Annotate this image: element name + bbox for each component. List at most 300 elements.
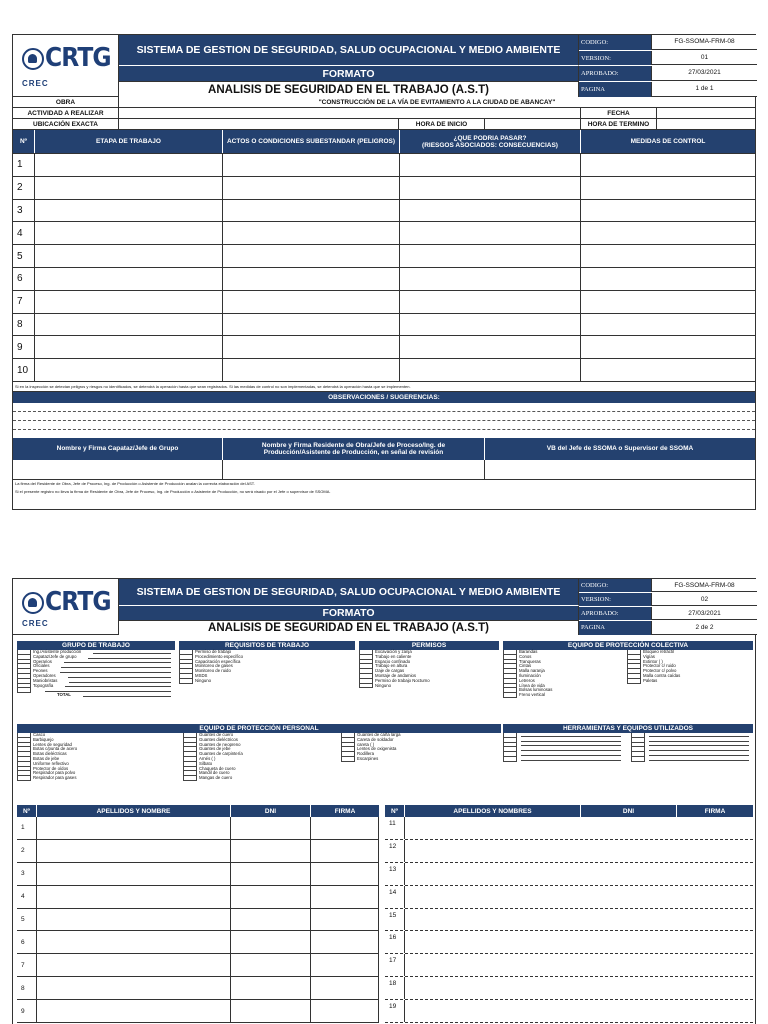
- worker-name-field[interactable]: [37, 886, 231, 908]
- worker-number: 6: [17, 931, 37, 953]
- etapa-cell[interactable]: [35, 222, 223, 244]
- medidas-cell[interactable]: [581, 154, 755, 176]
- etapa-cell[interactable]: [35, 291, 223, 313]
- etapa-cell[interactable]: [35, 314, 223, 336]
- meta-value: 1 de 1: [651, 82, 757, 98]
- logo-emblem-icon: [22, 48, 44, 70]
- analysis-row: [13, 200, 755, 223]
- count-field[interactable]: [68, 675, 171, 678]
- riesgos-cell[interactable]: [400, 268, 581, 290]
- actos-cell[interactable]: [223, 222, 400, 244]
- worker-signature-field[interactable]: [677, 909, 753, 931]
- worker-row: [17, 840, 379, 863]
- etapa-cell[interactable]: [35, 200, 223, 222]
- herramienta-field[interactable]: [521, 753, 621, 756]
- col-nombre: APELLIDOS Y NOMBRES: [405, 805, 581, 817]
- epc-title: EQUIPO DE PROTECCIÓN COLECTIVA: [503, 641, 753, 650]
- actividad-label: ACTIVIDAD A REALIZAR: [13, 108, 119, 118]
- col-medidas: MEDIDAS DE CONTROL: [630, 138, 706, 145]
- epp-item-label: Uniforme reflectivo: [33, 760, 69, 766]
- worker-number: 19: [385, 1000, 405, 1022]
- analysis-row: [13, 314, 755, 337]
- worker-dni-field[interactable]: [231, 863, 311, 885]
- worker-signature-field[interactable]: [311, 817, 379, 839]
- worker-dni-field[interactable]: [581, 909, 677, 931]
- requisito-item-label: Ninguno: [195, 677, 212, 683]
- worker-row: [17, 909, 379, 932]
- epp-item-label: Mandil de cuero: [199, 770, 230, 776]
- riesgos-cell[interactable]: [400, 336, 581, 358]
- workers-table-header: [385, 805, 753, 817]
- epc-item[interactable]: [503, 693, 627, 698]
- requisitos-title: REQUISITOS DE TRABAJO: [179, 641, 355, 650]
- sign-residente-label: Nombre y Firma Residente de Obra/Jefe de Proceso/Ing. de Producción/Asistente de Producción, en señal de revisión: [223, 438, 485, 460]
- worker-number: 3: [17, 863, 37, 885]
- count-field[interactable]: [69, 680, 171, 683]
- worker-number: 8: [17, 977, 37, 999]
- herramienta-field[interactable]: [649, 734, 749, 737]
- worker-dni-field[interactable]: [581, 1000, 677, 1022]
- worker-signature-field[interactable]: [311, 1000, 379, 1022]
- analysis-row: [13, 291, 755, 314]
- worker-name-field[interactable]: [405, 909, 581, 931]
- meta-key: PAGINA: [579, 621, 651, 635]
- riesgos-cell[interactable]: [400, 359, 581, 381]
- format-label: FORMATO: [119, 606, 579, 620]
- actos-cell[interactable]: [223, 359, 400, 381]
- permiso-item-label: Trabajo en altura: [375, 663, 408, 669]
- permiso-item-label: Excavación y zanja: [375, 649, 412, 654]
- worker-signature-field[interactable]: [311, 863, 379, 885]
- worker-name-field[interactable]: [405, 840, 581, 862]
- count-field[interactable]: [64, 660, 171, 663]
- analysis-row: [13, 222, 755, 245]
- herramienta-field[interactable]: [521, 739, 621, 742]
- epp-item-label: Botas dieléctricas: [33, 751, 67, 757]
- worker-number: 12: [385, 840, 405, 862]
- worker-name-field[interactable]: [405, 886, 581, 908]
- ubicacion-field[interactable]: [119, 119, 399, 129]
- permiso-item[interactable]: [359, 684, 499, 689]
- epp-item[interactable]: [341, 757, 501, 762]
- analysis-row: [13, 336, 755, 359]
- worker-dni-field[interactable]: [231, 1000, 311, 1022]
- epc-item-label: Extintor ( ): [643, 658, 663, 664]
- meta-value: 27/03/2021: [651, 66, 757, 81]
- worker-name-field[interactable]: [405, 863, 581, 885]
- medidas-cell[interactable]: [581, 177, 755, 199]
- row-number: 9: [13, 336, 35, 358]
- footer-note-2: Si el presente registro no lleva la firma de Residente de Obra, Jefe de Proceso, Ing. de Producción o Asistente de Producción, no será visado por el Jefe o supervisor de SSOMA.: [15, 488, 331, 494]
- logo-emblem-icon: [22, 592, 44, 614]
- etapa-cell[interactable]: [35, 336, 223, 358]
- checkbox[interactable]: [503, 757, 517, 762]
- meta-key: APROBADO:: [579, 66, 651, 81]
- meta-value: FG-SSOMA-FRM-08: [651, 35, 757, 50]
- permiso-item-label: Trabajo en caliente: [375, 653, 412, 659]
- epp-item-label: Chaqueta de cuero: [199, 765, 236, 771]
- count-field[interactable]: [61, 665, 171, 668]
- worker-dni-field[interactable]: [581, 886, 677, 908]
- grupo-trabajo-title: GRUPO DE TRABAJO: [17, 641, 175, 650]
- worker-name-field[interactable]: [37, 931, 231, 953]
- epc-item[interactable]: [627, 679, 753, 684]
- sign-ssoma-field[interactable]: [485, 460, 755, 479]
- grupo-item-label: Topografía: [33, 682, 54, 688]
- checkbox[interactable]: [631, 757, 645, 762]
- worker-signature-field[interactable]: [311, 886, 379, 908]
- worker-row: [385, 954, 753, 977]
- checkbox[interactable]: [179, 679, 193, 684]
- epp-item-label: Careta de soldador: [357, 736, 394, 742]
- worker-signature-field[interactable]: [677, 817, 753, 839]
- document-meta: [579, 579, 757, 635]
- epc-item-label: Tranqueras: [519, 658, 541, 664]
- riesgos-cell[interactable]: [400, 222, 581, 244]
- obra-value[interactable]: "CONSTRUCCIÓN DE LA VÍA DE EVITAMIENTO A LA CIUDAD DE ABANCAY": [318, 98, 556, 106]
- checkbox[interactable]: [503, 693, 517, 698]
- observation-line[interactable]: [13, 412, 755, 421]
- grupo-item-list: [17, 650, 175, 693]
- row-number: 3: [13, 200, 35, 222]
- col-firma: FIRMA: [704, 807, 726, 815]
- col-riesgos: ¿QUE PODRIA PASAR? (RIESGOS ASOCIADOS: CONSECUENCIAS): [400, 130, 581, 153]
- worker-signature-field[interactable]: [311, 954, 379, 976]
- worker-signature-field[interactable]: [677, 931, 753, 953]
- meta-key: APROBADO:: [579, 607, 651, 620]
- epp-item[interactable]: [183, 776, 341, 781]
- actos-cell[interactable]: [223, 291, 400, 313]
- epp-item-label: Silbato: [199, 760, 213, 766]
- etapa-cell[interactable]: [35, 359, 223, 381]
- worker-row: [385, 909, 753, 932]
- worker-dni-field[interactable]: [231, 886, 311, 908]
- herramientas-section: [503, 724, 753, 762]
- epc-item-label: Línea de vida: [519, 682, 545, 688]
- sign-ssoma-label: VB del Jefe de SSOMA o Supervisor de SSOMA: [546, 445, 694, 453]
- epc-item-label: Iluminación: [519, 672, 541, 678]
- requisito-item-list: [179, 650, 355, 684]
- row-number: 1: [13, 154, 35, 176]
- epc-item-label: Freno vertical: [519, 692, 546, 698]
- worker-dni-field[interactable]: [231, 909, 311, 931]
- actos-cell[interactable]: [223, 177, 400, 199]
- worker-signature-field[interactable]: [311, 977, 379, 999]
- count-field[interactable]: [93, 651, 171, 654]
- grupo-item-label: Maniobristas: [33, 677, 58, 683]
- herramienta-field[interactable]: [521, 758, 621, 761]
- worker-number: 4: [17, 886, 37, 908]
- worker-name-field[interactable]: [37, 954, 231, 976]
- worker-dni-field[interactable]: [231, 840, 311, 862]
- permiso-item-list: [359, 650, 499, 688]
- epp-item-label: Botas c/punta de acero: [33, 746, 78, 752]
- worker-name-field[interactable]: [37, 840, 231, 862]
- obra-label: OBRA: [13, 97, 119, 107]
- actos-cell[interactable]: [223, 200, 400, 222]
- worker-signature-field[interactable]: [677, 886, 753, 908]
- epp-item-list: [183, 733, 341, 781]
- worker-dni-field[interactable]: [231, 931, 311, 953]
- epp-item-label: Lentes de seguridad: [33, 741, 72, 747]
- worker-number: 11: [385, 817, 405, 839]
- medidas-cell[interactable]: [581, 291, 755, 313]
- etapa-cell[interactable]: [35, 177, 223, 199]
- herramienta-field[interactable]: [649, 753, 749, 756]
- company-logo: [13, 35, 119, 97]
- worker-row: [17, 931, 379, 954]
- medidas-cell[interactable]: [581, 314, 755, 336]
- epp-item-label: Escarpines: [357, 755, 379, 761]
- checkbox[interactable]: [17, 688, 31, 693]
- hora-termino-field[interactable]: [657, 119, 755, 129]
- worker-dni-field[interactable]: [231, 977, 311, 999]
- actividad-field[interactable]: [119, 108, 581, 118]
- herramienta-field[interactable]: [649, 758, 749, 761]
- worker-dni-field[interactable]: [581, 954, 677, 976]
- company-logo: [13, 579, 119, 635]
- epc-item-label: Paletas: [643, 677, 658, 683]
- grupo-item-label: Operarios: [33, 658, 52, 664]
- etapa-cell[interactable]: [35, 268, 223, 290]
- herramientas-title: HERRAMIENTAS Y EQUIPOS UTILIZADOS: [503, 724, 753, 733]
- checkbox[interactable]: [183, 776, 197, 781]
- checkbox[interactable]: [341, 757, 355, 762]
- epp-item-label: Protector de oídos: [33, 765, 69, 771]
- logo-text: CRTG: [45, 43, 111, 73]
- format-label: FORMATO: [119, 66, 579, 81]
- worker-name-field[interactable]: [405, 931, 581, 953]
- checkbox[interactable]: [17, 776, 31, 781]
- count-field[interactable]: [60, 670, 171, 673]
- actos-cell[interactable]: [223, 154, 400, 176]
- observation-line[interactable]: [13, 403, 755, 412]
- logo-subtext: CREC: [22, 619, 49, 628]
- herramienta-field[interactable]: [649, 739, 749, 742]
- checkbox[interactable]: [359, 684, 373, 689]
- analysis-row: [13, 245, 755, 268]
- epc-item-label: Protector c/ ruido: [643, 663, 676, 669]
- col-number: Nº: [13, 130, 35, 153]
- grupo-item-label: Capataz/Jefe de grupo: [33, 653, 77, 659]
- worker-dni-field[interactable]: [581, 840, 677, 862]
- analysis-table-body: [13, 154, 755, 382]
- worker-row: [385, 886, 753, 909]
- footer-note-1: La firma del Residente de Obra, Jefe de Proceso, Ing. de Producción o Asistente de Producción avalan la correcta elaboración del AST.: [15, 480, 255, 486]
- worker-row: [17, 1000, 379, 1023]
- worker-signature-field[interactable]: [677, 863, 753, 885]
- worker-number: 1: [17, 817, 37, 839]
- meta-value: 27/03/2021: [651, 607, 757, 620]
- sign-capataz-label: Nombre y Firma Capataz/Jefe de Grupo: [13, 438, 223, 460]
- worker-name-field[interactable]: [405, 954, 581, 976]
- riesgos-cell[interactable]: [400, 177, 581, 199]
- grupo-total-row: [17, 693, 175, 698]
- system-title: SISTEMA DE GESTION DE SEGURIDAD, SALUD OCUPACIONAL Y MEDIO AMBIENTE: [119, 579, 579, 606]
- epp-item-label: Respirador para polvo: [33, 770, 76, 776]
- worker-name-field[interactable]: [405, 817, 581, 839]
- riesgos-cell[interactable]: [400, 291, 581, 313]
- worker-dni-field[interactable]: [231, 817, 311, 839]
- epc-item-label: Malla contra caídas: [643, 672, 681, 678]
- worker-row: [17, 817, 379, 840]
- worker-number: 5: [17, 909, 37, 931]
- worker-dni-field[interactable]: [581, 863, 677, 885]
- analysis-row: [13, 359, 755, 382]
- etapa-cell[interactable]: [35, 154, 223, 176]
- grupo-trabajo-section: [17, 641, 175, 698]
- actos-cell[interactable]: [223, 245, 400, 267]
- epp-item-label: Lentes de oxigenista: [357, 746, 397, 752]
- worker-name-field[interactable]: [405, 1000, 581, 1022]
- epp-item-label: Guantes de jebe: [199, 746, 231, 752]
- worker-signature-field[interactable]: [677, 954, 753, 976]
- worker-name-field[interactable]: [37, 863, 231, 885]
- col-actos: ACTOS O CONDICIONES SUBESTANDAR (PELIGROS): [223, 130, 400, 153]
- requisito-item-label: Capacitación específica: [195, 658, 241, 664]
- workers-table-right: [385, 805, 753, 1023]
- workers-table-body: [385, 817, 753, 1023]
- permiso-item-label: Montaje de andamios: [375, 672, 417, 678]
- requisito-item[interactable]: [179, 679, 355, 684]
- epp-item-list: [341, 733, 501, 781]
- meta-value: 2 de 2: [651, 621, 757, 635]
- riesgos-cell[interactable]: [400, 200, 581, 222]
- worker-row: [385, 1000, 753, 1023]
- medidas-cell[interactable]: [581, 359, 755, 381]
- row-number: 10: [13, 359, 35, 381]
- worker-dni-field[interactable]: [581, 817, 677, 839]
- herramienta-field[interactable]: [649, 743, 749, 746]
- worker-signature-field[interactable]: [677, 840, 753, 862]
- analysis-table-header: [13, 130, 755, 154]
- worker-signature-field[interactable]: [311, 931, 379, 953]
- medidas-cell[interactable]: [581, 268, 755, 290]
- worker-number: 16: [385, 931, 405, 953]
- workers-table-body: [17, 817, 379, 1023]
- medidas-cell[interactable]: [581, 336, 755, 358]
- form-page-1: [12, 34, 756, 510]
- riesgos-cell[interactable]: [400, 154, 581, 176]
- epp-section: [17, 724, 501, 781]
- herramienta-field[interactable]: [521, 743, 621, 746]
- riesgos-cell[interactable]: [400, 314, 581, 336]
- analysis-row: [13, 268, 755, 291]
- workers-table-left: [17, 805, 379, 1023]
- document-title: ANALISIS DE SEGURIDAD EN EL TRABAJO (A.S.T): [119, 81, 579, 97]
- analysis-row: [13, 154, 755, 177]
- herramienta-field[interactable]: [521, 748, 621, 751]
- actos-cell[interactable]: [223, 314, 400, 336]
- hora-inicio-label: HORA DE INICIO: [399, 119, 485, 129]
- epp-item-label: Mangas de cuero: [199, 775, 233, 781]
- epc-item-list: [627, 650, 753, 698]
- observation-line[interactable]: [13, 421, 755, 430]
- worker-name-field[interactable]: [37, 817, 231, 839]
- epc-item-label: Conos: [519, 653, 532, 659]
- col-nombre: APELLIDOS Y NOMBRE: [37, 805, 231, 817]
- medidas-cell[interactable]: [581, 200, 755, 222]
- count-field[interactable]: [65, 684, 171, 687]
- worker-number: 15: [385, 909, 405, 931]
- worker-name-field[interactable]: [405, 977, 581, 999]
- requisitos-section: [179, 641, 355, 684]
- row-number: 6: [13, 268, 35, 290]
- row-number: 4: [13, 222, 35, 244]
- fecha-field[interactable]: [657, 108, 755, 118]
- epc-item-label: Vigías: [643, 653, 655, 659]
- worker-row: [385, 977, 753, 1000]
- worker-signature-field[interactable]: [311, 840, 379, 862]
- actos-cell[interactable]: [223, 268, 400, 290]
- epp-title: EQUIPO DE PROTECCIÓN PERSONAL: [17, 724, 501, 733]
- epp-item-label: Arnés ( ): [199, 755, 216, 761]
- worker-signature-field[interactable]: [677, 1000, 753, 1022]
- worker-row: [17, 977, 379, 1000]
- sign-capataz-field[interactable]: [13, 460, 223, 479]
- worker-dni-field[interactable]: [231, 954, 311, 976]
- epp-item[interactable]: [17, 776, 183, 781]
- worker-number: 17: [385, 954, 405, 976]
- permiso-item-label: Permiso de trabajo Nocturno: [375, 677, 430, 683]
- epp-item-label: Botas de jebe: [33, 755, 60, 761]
- requisito-item-label: Monitoreo de ruido: [195, 668, 231, 674]
- herramienta-field[interactable]: [521, 734, 621, 737]
- herramienta-item[interactable]: [503, 757, 753, 762]
- checkbox[interactable]: [627, 679, 641, 684]
- riesgos-cell[interactable]: [400, 245, 581, 267]
- meta-key: CODIGO:: [579, 35, 651, 50]
- worker-name-field[interactable]: [37, 977, 231, 999]
- worker-signature-field[interactable]: [311, 909, 379, 931]
- hora-inicio-field[interactable]: [485, 119, 581, 129]
- epp-item-label: Guantes de caña larga: [357, 732, 401, 737]
- worker-number: 2: [17, 840, 37, 862]
- grupo-item-label: Peones: [33, 668, 48, 674]
- etapa-cell[interactable]: [35, 245, 223, 267]
- meta-key: PAGINA: [579, 82, 651, 98]
- worker-row: [385, 931, 753, 954]
- worker-name-field[interactable]: [37, 909, 231, 931]
- herramienta-field[interactable]: [649, 748, 749, 751]
- epp-item-label: careta ( ): [357, 741, 375, 747]
- system-title: SISTEMA DE GESTION DE SEGURIDAD, SALUD OCUPACIONAL Y MEDIO AMBIENTE: [119, 35, 579, 66]
- grupo-total-label: TOTAL: [57, 692, 71, 698]
- worker-dni-field[interactable]: [581, 931, 677, 953]
- col-number: Nº: [17, 805, 37, 817]
- actos-cell[interactable]: [223, 336, 400, 358]
- inspection-note: Si en la inspección se detectan peligros y riesgos no identificados, se detendrá la operación hasta que sean registrados. Si las medidas de control no son implementadas, se detendrá la operación hasta que se implementen.: [13, 382, 755, 392]
- sign-residente-field[interactable]: [223, 460, 485, 479]
- meta-key: CODIGO:: [579, 579, 651, 592]
- worker-name-field[interactable]: [37, 1000, 231, 1022]
- epc-item-label: Malla naranja: [519, 668, 545, 674]
- signature-row: [13, 460, 755, 480]
- permiso-item-label: Espacio confinado: [375, 658, 411, 664]
- permiso-item-label: Ninguno: [375, 682, 392, 688]
- medidas-cell[interactable]: [581, 222, 755, 244]
- worker-row: [17, 954, 379, 977]
- form-header: [13, 579, 755, 635]
- form-page-2: [12, 578, 756, 1024]
- epp-item-label: Guantes dieléctricos: [199, 736, 238, 742]
- worker-signature-field[interactable]: [677, 977, 753, 999]
- document-title: ANALISIS DE SEGURIDAD EN EL TRABAJO (A.S.T): [119, 620, 579, 635]
- worker-dni-field[interactable]: [581, 977, 677, 999]
- count-field[interactable]: [88, 656, 171, 659]
- analysis-row: [13, 177, 755, 200]
- medidas-cell[interactable]: [581, 245, 755, 267]
